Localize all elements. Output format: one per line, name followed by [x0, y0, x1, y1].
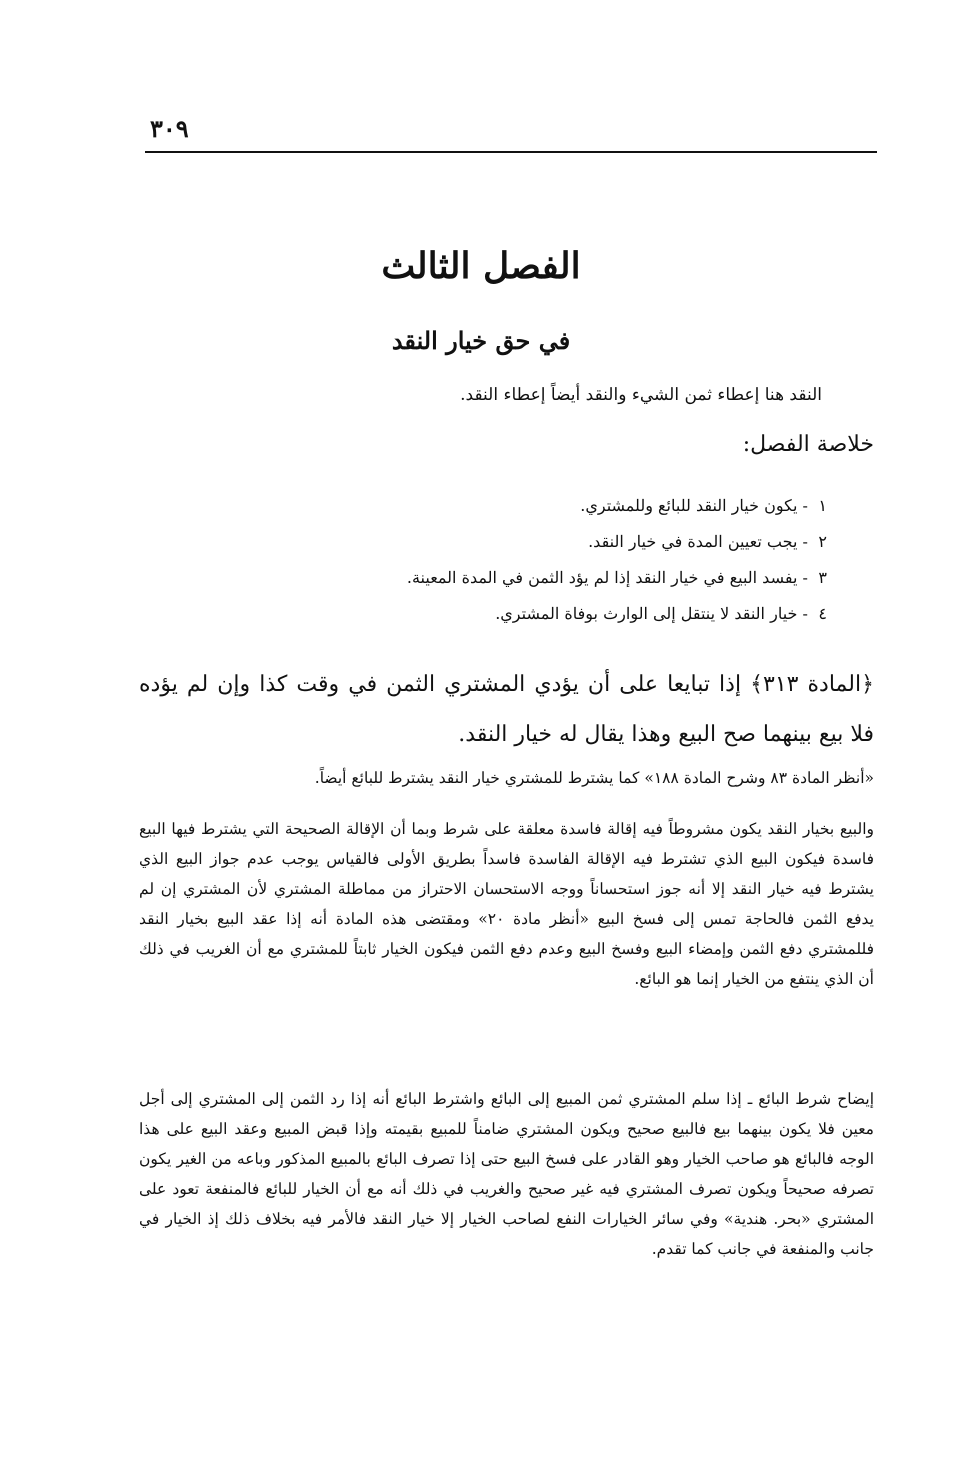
summary-heading: خلاصة الفصل: — [742, 432, 874, 457]
header-rule — [145, 151, 877, 153]
commentary-reference: «أنظر المادة ٨٣ وشرح المادة ١٨٨» كما يشترط للمشتري خيار النقد يشترط للبائع أيضاً. — [314, 769, 874, 787]
summary-item-number: ٣ — [818, 568, 827, 587]
summary-item-dash: - — [797, 496, 808, 515]
page-number: ٣٠٩ — [150, 114, 189, 143]
summary-item-dash: - — [797, 604, 808, 623]
summary-item — [407, 488, 827, 524]
summary-item-number: ٢ — [818, 532, 827, 551]
summary-item — [407, 524, 827, 560]
summary-item — [407, 596, 827, 632]
summary-list — [407, 488, 827, 632]
chapter-subtitle: في حق خيار النقد — [391, 326, 571, 355]
summary-item-dash: - — [797, 568, 808, 587]
summary-item-text: خيار النقد لا ينتقل إلى الوارث بوفاة المشتري. — [495, 604, 798, 623]
article-text: إذا تبايعا على أن يؤدي المشتري الثمن في وقت كذا وإن لم يؤده فلا بيع بينهما صح البيع وهذا يقال له خيار النقد. — [139, 672, 874, 747]
summary-item-text: يجب تعيين المدة في خيار النقد. — [588, 532, 798, 551]
summary-item — [407, 560, 827, 596]
chapter-intro: النقد هنا إعطاء ثمن الشيء والنقد أيضاً إعطاء النقد. — [460, 385, 822, 405]
summary-item-dash: - — [797, 532, 808, 551]
article-label: ﴿المادة ٣١٣﴾ — [750, 672, 874, 697]
commentary-paragraph-1: والبيع بخيار النقد يكون مشروطاً فيه إقالة فاسدة معلقة على شرط وبما أن الإقالة الصحيحة التي يشترط فيها البيع فاسدة فيكون البيع الذي تشترط فيه الإقالة الفاسدة فاسداً بطريق الأولى فالقياس يوجب عدم جواز البيع الذي يشترط فيه خيار النقد إلا أنه جوز استحساناً ووجه الاستحسان الاحتراز من مماطلة المشتري لأن المشتري إن لم يدفع الثمن فالحاجة تمس إلى فسخ البيع «أنظر مادة ٢٠» ومقتضى هذه المادة أنه إذا عقد البيع بخيار النقد فللمشتري دفع الثمن وإمضاء البيع وفسخ البيع وعدم دفع الثمن فيكون الخيار ثابتاً للمشتري مع أن الغريب في ذلك أن الذي ينتفع من الخيار إنما هو البائع. — [139, 820, 874, 988]
summary-item-number: ٤ — [818, 604, 827, 623]
commentary-paragraph-2: إيضاح شرط البائع ـ إذا سلم المشتري ثمن المبيع إلى البائع واشترط البائع أنه إذا رد الثمن إلى المشتري إلى أجل معين فلا يكون بينهما بيع فالبيع صحيح ويكون المشتري ضامناً للمبيع بقيمته وإذا قبض المبيع وعقد البيع على هذا الوجه فالبائع هو صاحب الخيار وهو القادر على فسخ البيع حتى إذا تصرف البائع بالمبيع المذكور وباعه من الغير يكون تصرفه صحيحاً ويكون تصرف المشتري فيه غير صحيح والغريب في ذلك أنه مع أن الخيار للبائع فالمنفعة تعود على المشتري «بحر. هندية» وفي سائر الخيارات النفع لصاحب الخيار إلا خيار النقد فالأمر فيه بخلاف ذلك إذ الخيار في جانب والمنفعة في جانب كما تقدم. — [139, 1090, 874, 1258]
summary-item-text: يكون خيار النقد للبائع وللمشتري. — [580, 496, 798, 515]
summary-item-text: يفسد البيع في خيار النقد إذا لم يؤد الثمن في المدة المعينة. — [406, 568, 798, 587]
article-313 — [139, 660, 874, 760]
chapter-title: الفصل الثالث — [381, 245, 581, 287]
summary-item-number: ١ — [818, 496, 827, 515]
